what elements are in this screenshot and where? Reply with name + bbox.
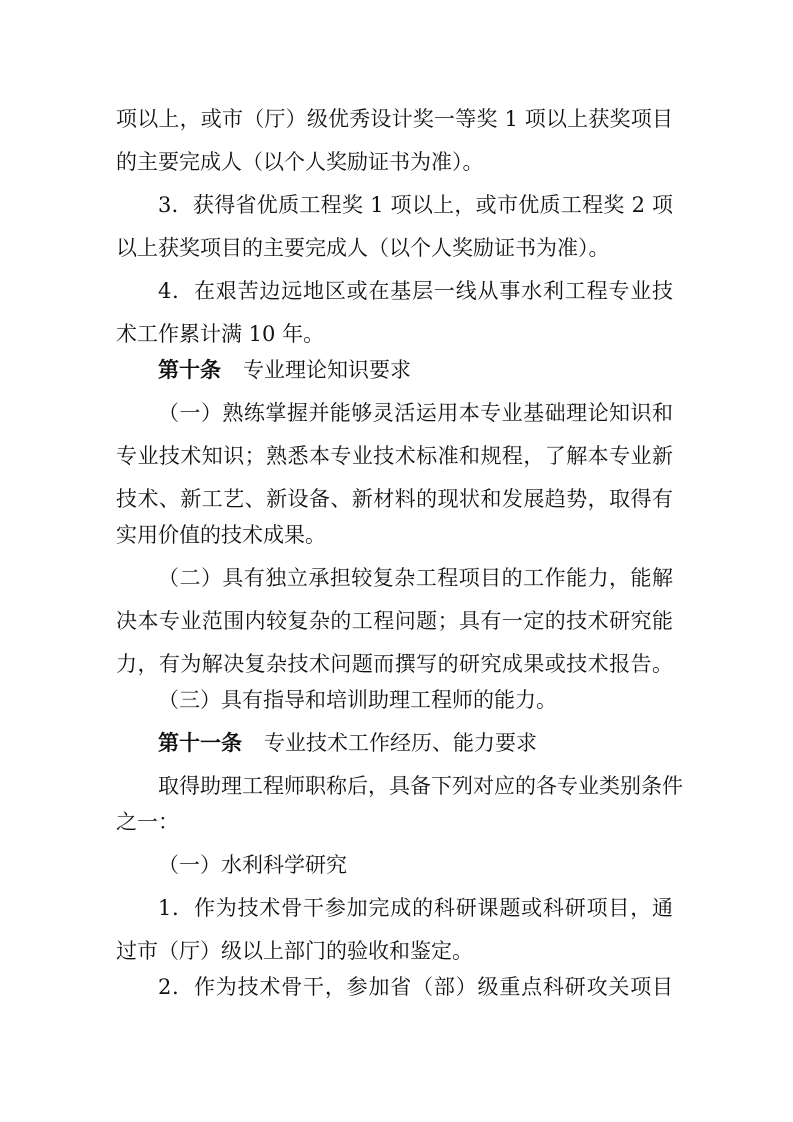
article-11-title: 专业技术工作经历、能力要求	[264, 731, 537, 755]
body-line: 术工作累计满 10 年。	[116, 322, 325, 346]
body-line: 实用价值的技术成果。	[116, 523, 326, 547]
body-line: 以上获奖项目的主要完成人（以个人奖励证书为准）。	[116, 236, 610, 260]
body-line: （一）水利科学研究	[158, 853, 347, 877]
article-11-heading	[158, 728, 537, 758]
body-line: 1．作为技术骨干参加完成的科研课题或科研项目，通	[158, 896, 673, 920]
body-line: 过市（厅）级以上部门的验收和鉴定。	[116, 939, 473, 963]
body-line: 项以上，或市（厅）级优秀设计奖一等奖 1 项以上获奖项目	[116, 107, 673, 131]
article-10-label: 第十条	[158, 358, 221, 382]
body-line: 取得助理工程师职称后，具备下列对应的各专业类别条件	[158, 774, 683, 798]
body-line: （一）熟练掌握并能够灵活运用本专业基础理论知识和	[158, 401, 673, 425]
body-line: 技术、新工艺、新设备、新材料的现状和发展趋势，取得有	[116, 487, 673, 511]
body-line: （二）具有独立承担较复杂工程项目的工作能力，能解	[158, 566, 673, 590]
article-10-heading	[158, 355, 411, 385]
body-line: （三）具有指导和培训助理工程师的能力。	[158, 688, 557, 712]
body-line: 3．获得省优质工程奖 1 项以上，或市优质工程奖 2 项	[158, 193, 673, 217]
body-line: 决本专业范围内较复杂的工程问题；具有一定的技术研究能	[116, 609, 673, 633]
body-line: 4．在艰苦边远地区或在基层一线从事水利工程专业技	[158, 279, 673, 303]
body-line: 的主要完成人（以个人奖励证书为准）。	[116, 150, 484, 174]
article-11-label: 第十一条	[158, 731, 242, 755]
body-line: 力，有为解决复杂技术问题而撰写的研究成果或技术报告。	[116, 652, 673, 676]
article-10-title: 专业理论知识要求	[243, 358, 411, 382]
body-line: 之一：	[116, 810, 179, 834]
body-line: 专业技术知识；熟悉本专业技术标准和规程，了解本专业新	[116, 444, 673, 468]
body-line: 2．作为技术骨干，参加省（部）级重点科研攻关项目	[158, 975, 673, 999]
